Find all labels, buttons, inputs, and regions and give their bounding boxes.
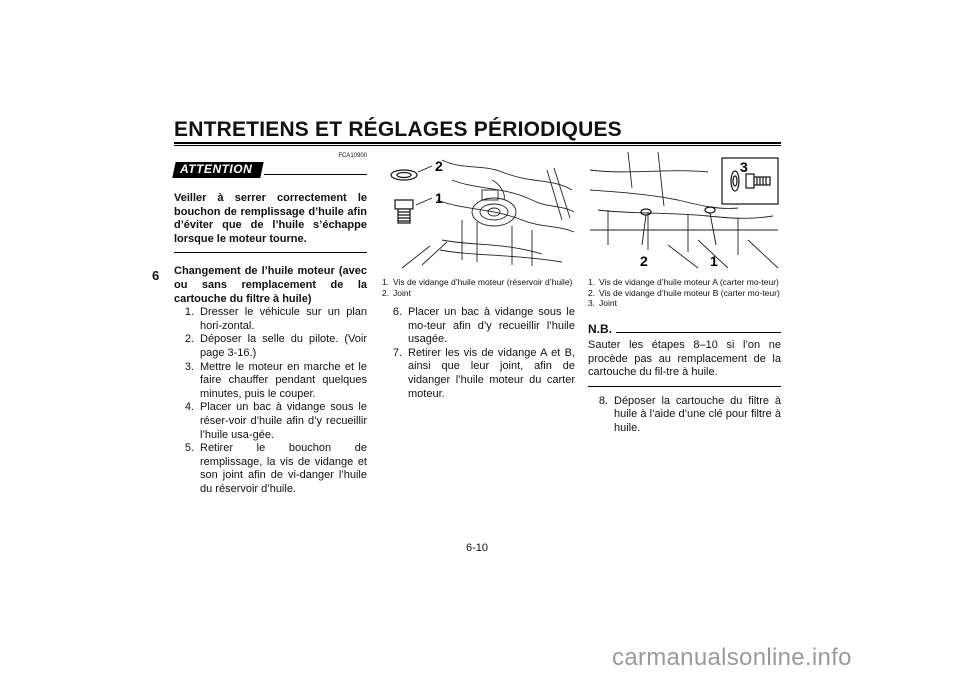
column-middle bbox=[382, 150, 575, 401]
caption-item bbox=[588, 298, 781, 309]
step-number: 6. bbox=[392, 306, 402, 318]
step-item bbox=[382, 347, 575, 401]
section-heading: Changement de l’huile moteur (avec ou sans remplacement de la cartouche du filtre à huile) bbox=[174, 265, 367, 305]
nb-end-rule bbox=[588, 386, 781, 387]
attention-code: FCA10900 bbox=[338, 153, 367, 159]
caption-number: 1. bbox=[588, 277, 596, 287]
step-text: Retirer le bouchon de remplissage, la vis de vidange et son joint afin de vi-danger l’huile du réservoir d’huile. bbox=[200, 442, 367, 495]
nb-label: N.B. bbox=[588, 321, 612, 336]
crankcase-illustration bbox=[588, 150, 781, 270]
steps-list bbox=[174, 306, 367, 496]
caption-number: 2. bbox=[382, 287, 390, 298]
steps-list bbox=[588, 395, 781, 436]
nb-header bbox=[588, 323, 781, 337]
caption-item bbox=[382, 277, 575, 288]
caption-text: Joint bbox=[393, 287, 411, 298]
attention-end-rule bbox=[174, 252, 367, 253]
step-item bbox=[174, 361, 367, 402]
figure-captions bbox=[382, 277, 575, 298]
caption-item bbox=[588, 277, 781, 288]
page-number: 6-10 bbox=[466, 542, 489, 554]
step-number: 1. bbox=[184, 306, 194, 319]
figure-label-1: 1 bbox=[435, 190, 443, 206]
step-number: 8. bbox=[598, 394, 608, 407]
step-text: Retirer les vis de vidange A et B, ainsi que leur joint, afin de vidanger l’huile moteur du carter moteur. bbox=[408, 346, 575, 400]
step-text: Placer un bac à vidange sous le mo-teur afin d’y recueillir l’huile usagée. bbox=[408, 306, 575, 346]
nb-text: Sauter les étapes 8–10 si l’on ne procède pas au remplacement de la cartouche du fil-tre à huile. bbox=[588, 339, 781, 379]
figure-label-3: 3 bbox=[740, 159, 748, 175]
caption-number: 1. bbox=[382, 277, 390, 287]
caption-text: Joint bbox=[599, 298, 617, 308]
caption-text: Vis de vidange d’huile moteur A (carter mo-teur) bbox=[599, 277, 779, 287]
figure-captions bbox=[588, 277, 781, 309]
figure-label-2: 2 bbox=[640, 253, 648, 269]
caption-number: 3. bbox=[588, 298, 596, 308]
steps-list bbox=[382, 306, 575, 401]
chapter-number: 6 bbox=[152, 268, 160, 283]
title-rule bbox=[174, 142, 781, 144]
step-item bbox=[588, 395, 781, 436]
step-number: 4. bbox=[184, 401, 194, 414]
step-item bbox=[174, 401, 367, 442]
column-right bbox=[588, 150, 781, 436]
engine-illustration bbox=[382, 150, 575, 270]
attention-text: Veiller à serrer correctement le bouchon de remplissage d’huile afin d’éviter que de l’huile s’échappe lorsque le moteur tourne. bbox=[174, 192, 367, 245]
attention-label: ATTENTION bbox=[180, 162, 253, 176]
step-text: Dresser le véhicule sur un plan hori-zontal. bbox=[200, 306, 367, 332]
caption-item bbox=[382, 288, 575, 299]
step-text: Déposer la selle du pilote. (Voir page 3-16.) bbox=[200, 333, 367, 359]
step-number: 3. bbox=[184, 360, 194, 373]
chapter-tab bbox=[147, 173, 169, 613]
caption-number: 2. bbox=[588, 287, 596, 298]
step-text: Mettre le moteur en marche et le faire chauffer pendant quelques minutes, puis le couper. bbox=[200, 360, 367, 400]
step-item bbox=[174, 306, 367, 333]
step-text: Placer un bac à vidange sous le réser-voir d’huile afin d’y recueillir l’huile usa-gée. bbox=[200, 401, 367, 441]
figure-crankcase-drain bbox=[588, 150, 781, 270]
caption-text: Vis de vidange d’huile moteur B (carter mo-teur) bbox=[599, 287, 780, 298]
step-item bbox=[174, 333, 367, 360]
watermark: carmanualsonline.info bbox=[612, 644, 852, 671]
figure-label-2: 2 bbox=[435, 158, 443, 174]
caption-text: Vis de vidange d’huile moteur (réservoir d’huile) bbox=[393, 277, 573, 287]
step-text: Déposer la cartouche du filtre à huile à l’aide d’une clé pour filtre à huile. bbox=[614, 394, 781, 435]
nb-rule bbox=[616, 332, 781, 333]
page-title: ENTRETIENS ET RÉGLAGES PÉRIODIQUES bbox=[174, 118, 622, 141]
column-left bbox=[174, 150, 367, 496]
attention-rule bbox=[264, 174, 367, 175]
caption-item bbox=[588, 288, 781, 299]
step-number: 5. bbox=[184, 442, 194, 455]
figure-label-1: 1 bbox=[710, 253, 718, 269]
step-item bbox=[382, 306, 575, 347]
attention-header bbox=[174, 150, 367, 178]
figure-oil-tank-drain bbox=[382, 150, 575, 270]
step-number: 7. bbox=[392, 346, 402, 359]
title-rule-thin bbox=[174, 145, 781, 146]
attention-badge bbox=[172, 162, 264, 178]
step-number: 2. bbox=[184, 333, 194, 346]
step-item bbox=[174, 442, 367, 496]
